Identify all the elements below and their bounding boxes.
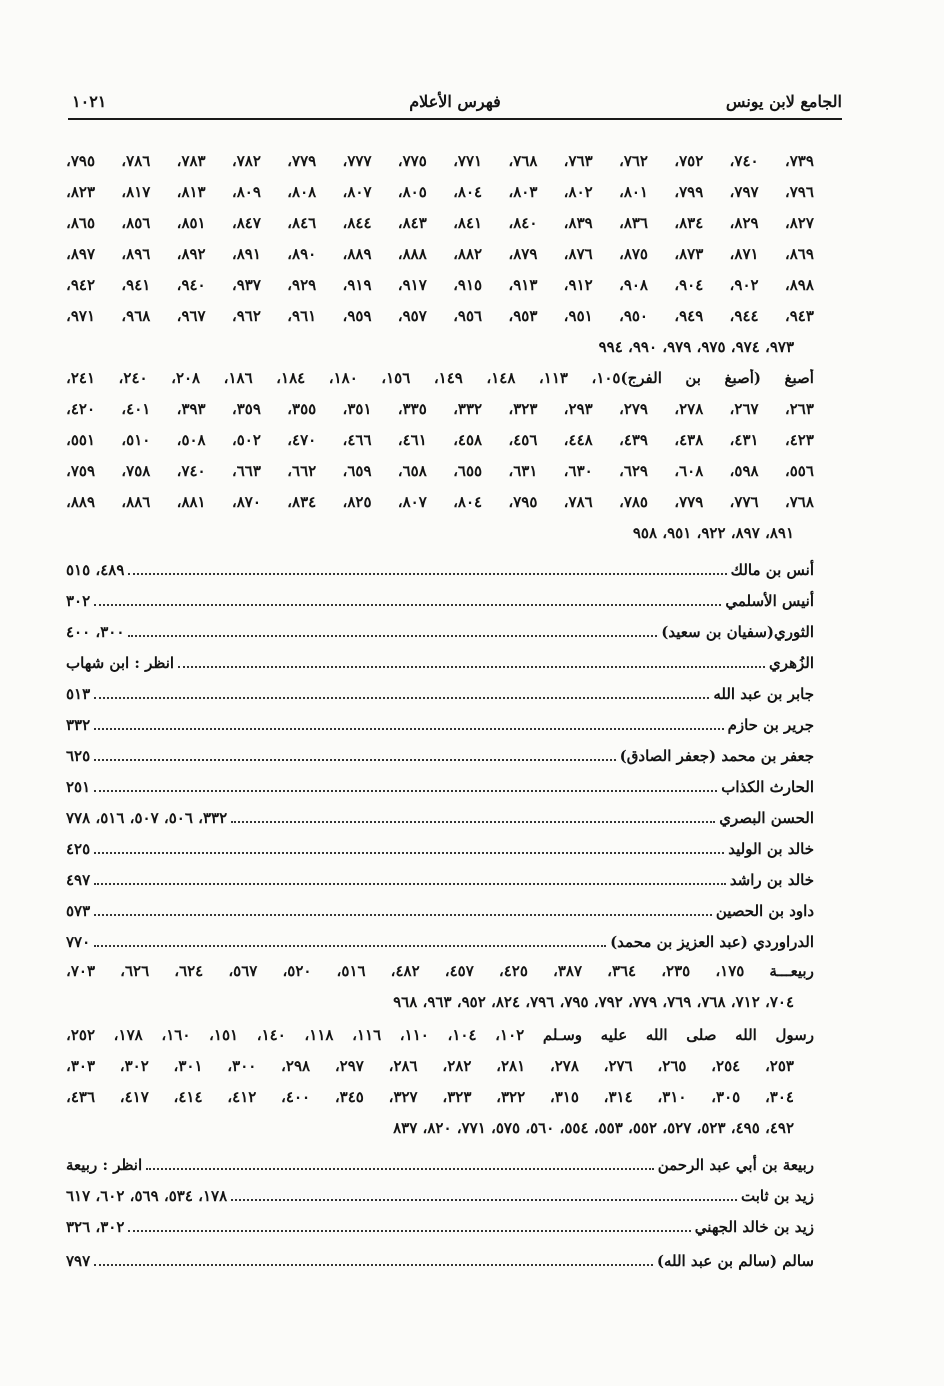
section-title: فهرس الأعلام bbox=[409, 92, 501, 111]
index-entry bbox=[66, 776, 814, 807]
index-entry bbox=[66, 1216, 814, 1247]
entry-pages: ٥١٣ bbox=[66, 685, 91, 703]
index-line: أصبغ (أصبغ بن الفرج)١٠٥، ١١٣، ١٤٨، ١٤٩، ١٥٦، ١٨٠، ١٨٤، ١٨٦، ٢٠٨، ٢٤٠، ٢٤١، bbox=[66, 369, 814, 387]
index-line: ٩٤٣، ٩٤٤، ٩٤٩، ٩٥٠، ٩٥١، ٩٥٣، ٩٥٦، ٩٥٧، ٩٥٩، ٩٦١، ٩٦٢، ٩٦٧، ٩٦٨، ٩٧١، bbox=[66, 307, 814, 325]
page-number: ١٠٢١ bbox=[72, 92, 107, 111]
leader-dots bbox=[178, 652, 765, 668]
index-line: ٨٢٧، ٨٢٩، ٨٣٤، ٨٣٦، ٨٣٩، ٨٤٠، ٨٤١، ٨٤٣، ٨٤٤، ٨٤٦، ٨٤٧، ٨٥١، ٨٥٦، ٨٦٥، bbox=[66, 214, 814, 232]
leader-dots bbox=[146, 1154, 654, 1170]
index-entry bbox=[66, 683, 814, 714]
leader-dots bbox=[94, 1250, 653, 1266]
entry-name: الحارث الكذاب bbox=[721, 778, 814, 796]
leader-dots bbox=[94, 714, 723, 730]
entry-pages: ٣٣٢، ٥٠٦، ٥٠٧، ٥١٦، ٧٧٨ bbox=[66, 809, 228, 827]
entry-name: أنس بن مالك bbox=[730, 561, 814, 579]
entry-pages: ٧٧٠ bbox=[66, 933, 91, 951]
index-line: ٨٦٩، ٨٧١، ٨٧٣، ٨٧٥، ٨٧٦، ٨٧٩، ٨٨٢، ٨٨٨، ٨٨٩، ٨٩٠، ٨٩١، ٨٩٢، ٨٩٦، ٨٩٧، bbox=[66, 245, 814, 263]
entry-pages: ٤٨٩، ٥١٥ bbox=[66, 561, 125, 579]
index-line: ربيعـــة ١٧٥، ٢٣٥، ٣٦٤، ٣٨٧، ٤٢٥، ٤٥٧، ٤٨٢، ٥١٦، ٥٢٠، ٥٦٧، ٦٢٤، ٦٢٦، ٧٠٣، bbox=[66, 962, 814, 980]
leader-dots bbox=[94, 590, 721, 606]
leader-dots bbox=[94, 776, 717, 792]
entry-name: الزُهري bbox=[769, 654, 814, 672]
entry-name: جعفر بن محمد (جعفر الصادق) bbox=[619, 747, 814, 765]
index-entry bbox=[66, 745, 814, 776]
entry-name: الثوري(سفيان بن سعيد) bbox=[661, 623, 814, 641]
entry-pages: ١٧٨، ٥٣٤، ٥٦٩، ٦٠٢، ٦١٧ bbox=[66, 1187, 228, 1205]
entry-name: جرير بن حازم bbox=[727, 716, 814, 734]
index-entry bbox=[66, 807, 814, 838]
index-line: ٧٩٦، ٧٩٧، ٧٩٩، ٨٠١، ٨٠٢، ٨٠٣، ٨٠٤، ٨٠٥، ٨٠٧، ٨٠٨، ٨٠٩، ٨١٣، ٨١٧، ٨٢٣، bbox=[66, 183, 814, 201]
leader-dots bbox=[231, 1185, 737, 1201]
index-entry bbox=[66, 869, 814, 900]
index-line: ٨٩٨، ٩٠٢، ٩٠٤، ٩٠٨، ٩١٢، ٩١٣، ٩١٥، ٩١٧، ٩١٩، ٩٢٩، ٩٣٧، ٩٤٠، ٩٤١، ٩٤٢، bbox=[66, 276, 814, 294]
index-line: ٢٥٣، ٢٥٤، ٢٦٥، ٢٧٦، ٢٧٨، ٢٨١، ٢٨٢، ٢٨٦، ٢٩٧، ٢٩٨، ٣٠٠، ٣٠١، ٣٠٢، ٣٠٣، bbox=[66, 1057, 794, 1075]
entry-name: زيد بن خالد الجهني bbox=[694, 1218, 814, 1236]
index-entry bbox=[66, 1250, 814, 1281]
entry-name: جابر بن عبد الله bbox=[713, 685, 814, 703]
index-entry bbox=[66, 838, 814, 869]
entry-pages: ٤٢٥ bbox=[66, 840, 91, 858]
index-entry bbox=[66, 590, 814, 621]
index-line: ٨٩١، ٨٩٧، ٩٢٢، ٩٥١، ٩٥٨ bbox=[632, 524, 794, 542]
index-line: ٤٢٣، ٤٣١، ٤٣٨، ٤٣٩، ٤٤٨، ٤٥٦، ٤٥٨، ٤٦١، ٤٦٦، ٤٧٠، ٥٠٢، ٥٠٨، ٥١٠، ٥٥١، bbox=[66, 431, 814, 449]
leader-dots bbox=[94, 869, 726, 885]
entry-pages: ٤٩٧ bbox=[66, 871, 91, 889]
index-line: ٤٩٢، ٤٩٥، ٥٢٣، ٥٢٧، ٥٥٢، ٥٥٣، ٥٥٤، ٥٦٠، ٥٧٥، ٧٧١، ٨٢٠، ٨٣٧ bbox=[393, 1119, 794, 1137]
leader-dots bbox=[94, 683, 709, 699]
index-line: ٧٠٤، ٧١٢، ٧٦٨، ٧٦٩، ٧٧٩، ٧٩٢، ٧٩٥، ٧٩٦، ٨٢٤، ٩٥٢، ٩٦٣، ٩٦٨ bbox=[393, 993, 794, 1011]
leader-dots bbox=[128, 621, 657, 637]
index-entry bbox=[66, 931, 814, 962]
entry-name: الدراوردي (عبد العزيز بن محمد) bbox=[610, 933, 814, 951]
entry-pages: ٢٥١ bbox=[66, 778, 91, 796]
index-entry bbox=[66, 621, 814, 652]
leader-dots bbox=[128, 559, 726, 575]
book-title: الجامع لابن يونس bbox=[725, 92, 842, 111]
entry-name: زيد بن ثابت bbox=[741, 1187, 814, 1205]
index-line: ٩٧٣، ٩٧٤، ٩٧٥، ٩٧٩، ٩٩٠، ٩٩٤ bbox=[598, 338, 794, 356]
entry-cross-ref: انظر : ربيعة bbox=[66, 1156, 143, 1174]
index-line: ٧٣٩، ٧٤٠، ٧٥٢، ٧٦٢، ٧٦٣، ٧٦٨، ٧٧١، ٧٧٥، ٧٧٧، ٧٧٩، ٧٨٢، ٧٨٣، ٧٨٦، ٧٩٥، bbox=[66, 152, 814, 170]
entry-pages: ٥٧٣ bbox=[66, 902, 91, 920]
entry-pages: ٣٣٢ bbox=[66, 716, 91, 734]
entry-pages: ٦٢٥ bbox=[66, 747, 91, 765]
entry-pages: ٣٠٠، ٤٠٠ bbox=[66, 623, 125, 641]
index-line: ٢٦٣، ٢٦٧، ٢٧٨، ٢٧٩، ٢٩٣، ٣٢٣، ٣٣٢، ٣٣٥، ٣٥١، ٣٥٥، ٣٥٩، ٣٩٣، ٤٠١، ٤٢٠، bbox=[66, 400, 814, 418]
entry-pages: ٣٠٢ bbox=[66, 592, 91, 610]
entry-name: ربيعة بن أبي عبد الرحمن bbox=[657, 1156, 814, 1174]
index-line: ٧٦٨، ٧٧٦، ٧٧٩، ٧٨٥، ٧٨٦، ٧٩٥، ٨٠٤، ٨٠٧، ٨٢٥، ٨٣٤، ٨٧٠، ٨٨١، ٨٨٦، ٨٨٩، bbox=[66, 493, 814, 511]
index-entry bbox=[66, 652, 814, 683]
index-line: ٣٠٤، ٣٠٥، ٣١٠، ٣١٤، ٣١٥، ٣٢٢، ٣٢٣، ٣٢٧، ٣٤٥، ٤٠٠، ٤١٢، ٤١٤، ٤١٧، ٤٣٦، bbox=[66, 1088, 794, 1106]
index-entry bbox=[66, 1185, 814, 1216]
entry-pages: ٣٠٢، ٣٢٦ bbox=[66, 1218, 125, 1236]
index-line: رسول الله صلى الله عليه وسـلم ١٠٢، ١٠٤، ١١٠، ١١٦، ١١٨، ١٤٠، ١٥١، ١٦٠، ١٧٨، ٢٥٢، bbox=[66, 1026, 814, 1044]
leader-dots bbox=[231, 807, 715, 823]
entry-pages: ٧٩٧ bbox=[66, 1252, 91, 1270]
entry-name: الحسن البصري bbox=[719, 809, 814, 827]
entry-name: أنيس الأسلمي bbox=[725, 592, 814, 610]
index-line: ٥٥٦، ٥٩٨، ٦٠٨، ٦٢٩، ٦٣٠، ٦٣١، ٦٥٥، ٦٥٨، ٦٥٩، ٦٦٢، ٦٦٣، ٧٤٠، ٧٥٨، ٧٥٩، bbox=[66, 462, 814, 480]
leader-dots bbox=[94, 745, 616, 761]
index-entry bbox=[66, 559, 814, 590]
index-entry bbox=[66, 714, 814, 745]
index-entry bbox=[66, 1154, 814, 1185]
entry-cross-ref: انظر : ابن شهاب bbox=[66, 654, 175, 672]
leader-dots bbox=[94, 900, 712, 916]
leader-dots bbox=[94, 838, 724, 854]
entry-name: داود بن الحصين bbox=[715, 902, 814, 920]
page-header bbox=[68, 88, 842, 120]
index-entry bbox=[66, 900, 814, 931]
leader-dots bbox=[94, 931, 606, 947]
leader-dots bbox=[128, 1216, 690, 1232]
entry-name: سالم (سالم بن عبد الله) bbox=[656, 1252, 814, 1270]
entry-name: خالد بن الوليد bbox=[728, 840, 814, 858]
entry-name: خالد بن راشد bbox=[729, 871, 814, 889]
